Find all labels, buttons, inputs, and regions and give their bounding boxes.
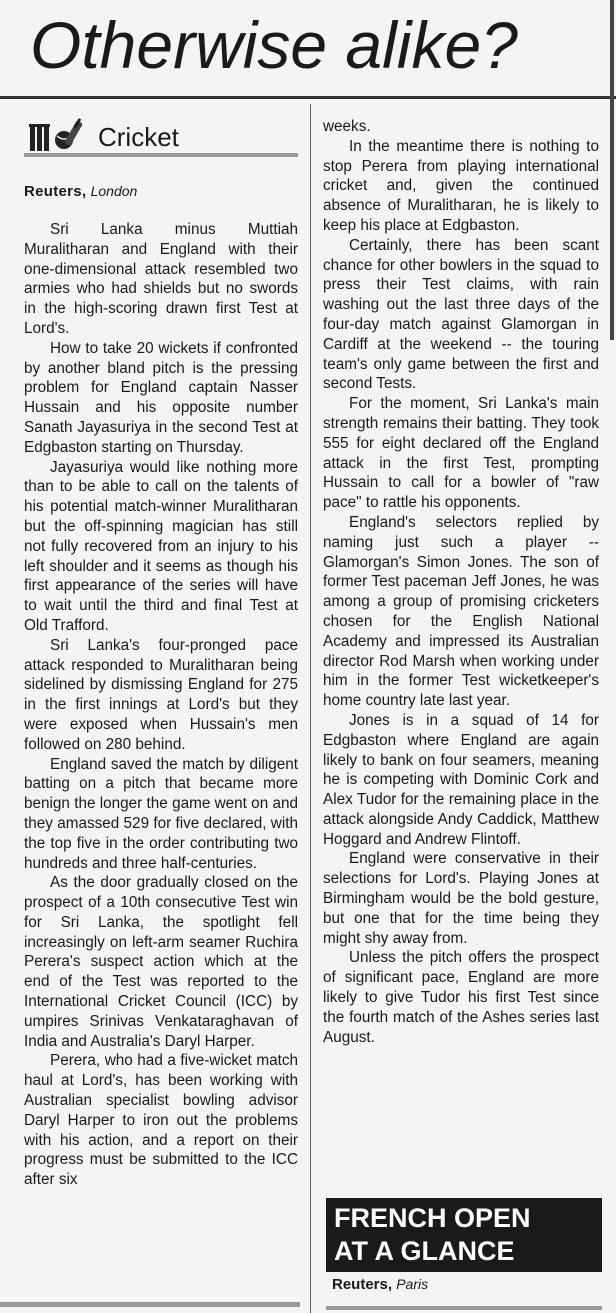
article-column-right <box>323 117 599 1047</box>
paragraph: As the door gradually closed on the prospect of a 10th consecutive Test win for Sri Lanka, the spotlight fell increasingly on left-arm seamer Ruchira Perera's suspect action which at the end of the Test was reported to the International Cricket Council (ICC) by umpires Srinivas Venkataraghavan of India and Australia's Daryl Harper. <box>24 874 298 1050</box>
paragraph: For the moment, Sri Lanka's main strength remains their batting. They took 555 for eight declared off the England attack in the first Test, prompting Hussain to call for a bowler of "raw pace" to rattle his opponents. <box>323 395 599 512</box>
paragraph-continuation: weeks. <box>323 118 371 135</box>
header-rule <box>0 96 616 99</box>
byline-agency: Reuters, <box>24 183 87 200</box>
paragraph: Perera, who had a five-wicket match haul at Lord's, has been working with Australian specialist bowling advisor Daryl Harper to iron out the problems with his action, and a report on their progress must be submitted to the ICC after six <box>24 1052 298 1189</box>
paragraph: Sri Lanka minus Muttiah Muralitharan and England with their one-dimensional attack resembled two armies who had shields but no swords in the high-scoring drawn first Test at Lord's. <box>24 221 298 337</box>
paragraph: Sri Lanka's four-pronged pace attack responded to Muralitharan being sidelined by dismissing England for 275 in the first innings at Lord's but they were exposed when Hussain's men followed on 280 behind. <box>24 636 298 753</box>
paragraph: England were conservative in their selections for Lord's. Playing Jones at Birmingham would be the bold gesture, but one that for the time being they might shy away from. <box>323 850 599 947</box>
sidebar-byline-agency: Reuters, <box>332 1276 393 1293</box>
byline-place: London <box>90 183 138 199</box>
sidebar-title-line: FRENCH OPEN <box>334 1203 531 1233</box>
paragraph: How to take 20 wickets if confronted by another bland pitch is the pressing problem for England captain Nasser Hussain and his opposite number Sanath Jayasuriya in the second Test at Edgbaston starting on Thursday. <box>24 339 298 456</box>
section-rule <box>24 153 298 157</box>
paragraph: England saved the match by diligent batting on a pitch that became more benign the longer the game went on and they amassed 529 for five declared, with the top five in the order contributing two hundreds and three half-centuries. <box>24 755 298 872</box>
sidebar-rule <box>326 1306 602 1310</box>
sidebar-byline <box>326 1276 602 1293</box>
footer-rule <box>0 1302 300 1307</box>
paragraph: Jones is in a squad of 14 for Edgbaston where England are again likely to bank on four seamers, meaning he is competing with Dominic Cork and Alex Tudor for the remaining place in the attack alongside Andy Caddick, Matthew Hoggard and Andrew Flintoff. <box>323 711 599 848</box>
byline <box>24 183 137 200</box>
headline: Otherwise alike? <box>30 8 518 82</box>
page-edge-bar <box>610 0 614 340</box>
section-header <box>24 118 298 160</box>
sidebar-byline-place: Paris <box>396 1276 429 1292</box>
paragraph: Jayasuriya would like nothing more than to be able to call on the talents of his potential match-winner Muralitharan but the off-spinning magician has still not fully recovered from an injury to his left shoulder and it seems as though his first appearance of the series will have to wait until the third and final Test at Old Trafford. <box>24 458 298 634</box>
sidebar-box <box>326 1198 602 1313</box>
sidebar-title-line: AT A GLANCE <box>334 1236 515 1266</box>
section-label: Cricket <box>98 122 179 152</box>
column-divider <box>310 104 311 1313</box>
cricket-equipment-icon <box>26 118 90 152</box>
article-column-left <box>24 220 298 1190</box>
paragraph: Unless the pitch offers the prospect of significant pace, England are more likely to give Tudor his first Test since the fourth match of the Ashes series last August. <box>323 949 599 1046</box>
paragraph: England's selectors replied by naming just such a player -- Glamorgan's Simon Jones. The son of former Test paceman Jeff Jones, he was among a group of promising cricketers chosen for the English National Academy and impressed its Australian director Rod Marsh when working under him in the former Test wicketkeeper's home country late last year. <box>323 513 599 710</box>
paragraph: In the meantime there is nothing to stop Perera from playing international cricket and, given the continued absence of Muralitharan, he is likely to keep his place at Edgbaston. <box>323 137 599 234</box>
sidebar-title <box>326 1198 602 1272</box>
paragraph: Certainly, there has been scant chance for other bowlers in the squad to press their Test claims, with rain washing out the last three days of the four-day match against Glamorgan in Cardiff at the weekend -- the touring team's only game between the first and second Tests. <box>323 236 599 393</box>
